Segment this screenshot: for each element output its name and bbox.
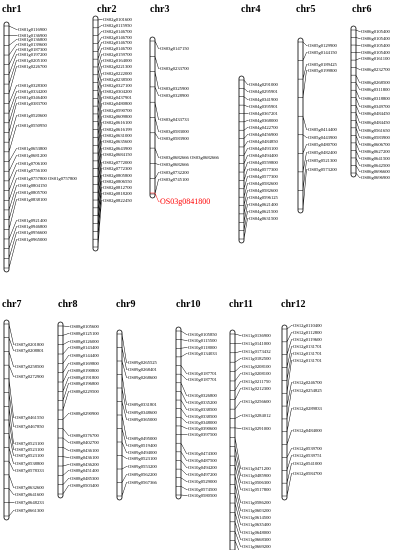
gene-label: OS01g0520600 (18, 113, 47, 118)
gene-label: OS08g0229500 (70, 389, 99, 394)
gene-label: OS02g0616100 (103, 120, 132, 125)
gene-label: OS07g0467850 (15, 424, 44, 429)
gene-label: OS12g0254825 (293, 388, 322, 393)
gene-label: OS06g0696900 (361, 175, 390, 180)
gene-label: OS04g0422700 (249, 125, 278, 130)
highlighted-gene-label: OS03g0841800 (160, 197, 211, 206)
chromosome-title: chr10 (176, 299, 201, 310)
gene-label: OS05g0573200 (308, 167, 337, 172)
gene-label: OS01g0756100 (18, 168, 47, 173)
gene-label: OS09g0268401 (128, 367, 157, 372)
gene-label: OS03g0732200 (160, 170, 189, 175)
gene-label: OS07g0461550 (15, 415, 44, 420)
gene-label: OS02g0480800 (103, 101, 132, 106)
gene-label: OS06g0642500 (361, 163, 390, 168)
gene-label: OS06g0561650 (361, 128, 390, 133)
gene-label: OS12g0246700 (293, 380, 322, 385)
gene-label: OS11g0141000 (242, 341, 271, 346)
gene-label: OS09g0365000 (128, 417, 157, 422)
gene-label: OS07g0661300 (15, 508, 44, 513)
chromosome-bar (230, 330, 235, 550)
gene-label: OS06g0232700 (361, 67, 390, 72)
gene-label: OS01g0965000 (18, 237, 47, 242)
gene-label: OS11g0517800 (242, 487, 271, 492)
gene-label: OS01g0197200 (18, 52, 47, 57)
gene-label: OS02g0146700 (103, 46, 132, 51)
gene-label: OS06g0318800 (361, 96, 390, 101)
gene-label: OS02g0146700 (103, 29, 132, 34)
gene-label: OS02g0221300 (103, 64, 132, 69)
gene-label: OS03g0682666 (160, 162, 189, 167)
gene-label: OS12g0110400 (293, 323, 322, 328)
chromosome-bar (176, 327, 181, 499)
gene-label: OS01g0921400 (18, 218, 47, 223)
gene-label: OS08g0376700 (70, 433, 99, 438)
gene-label: OS03g0325900 (160, 86, 189, 91)
gene-label: OS11g0284012 (242, 413, 271, 418)
gene-label: OS10g0335200 (188, 400, 217, 405)
gene-label: OS11g0471200 (242, 466, 271, 471)
gene-label: OS11g0603200 (242, 508, 271, 513)
gene-label: OS01g0804150 (18, 183, 47, 188)
gene-label: OS06g0105400 (361, 50, 390, 55)
gene-label: OS04g0631500 (249, 216, 278, 221)
gene-label: OS11g0136900 (242, 333, 271, 338)
chromosome-title: chr11 (229, 299, 253, 310)
gene-label: OS08g0451400 (70, 468, 99, 473)
gene-label: OS04g0456900 (249, 132, 278, 137)
gene-label: OS03g0233700 (160, 66, 189, 71)
gene-label: OS01g0681200 (18, 153, 47, 158)
gene-label: OS10g0574500 (188, 487, 217, 492)
gene-label: OS05g0480700 (308, 142, 337, 147)
gene-label: OS02g0812700 (103, 185, 132, 190)
gene-label: OS12g0131701 (293, 351, 322, 356)
gene-label: OS04g0596125 (249, 195, 278, 200)
gene-label: OS02g0164000 (103, 58, 132, 63)
gene-label: OS08g0143400 (70, 345, 99, 350)
gene-label: OS01g0205100 (18, 58, 47, 63)
chromosome-title: chr6 (352, 4, 372, 15)
gene-label: OS04g0494400 (249, 153, 278, 158)
gene-label: OS06g0268500 (361, 80, 390, 85)
gene-label: OS11g0669200 (242, 544, 271, 549)
chromosome-title: chr8 (58, 299, 78, 310)
gene-label: OS03g0433733 (160, 117, 189, 122)
gene-label: OS11g0208100 (242, 364, 271, 369)
gene-label: OS10g0338500 (188, 414, 217, 419)
gene-label: OS04g0395901 (249, 104, 278, 109)
chromosome-title: chr2 (97, 4, 117, 15)
gene-label: OS10g0474300 (188, 451, 217, 456)
gene-label: OS02g0101600 (103, 17, 132, 22)
gene-label: OS05g0189425 (308, 62, 337, 67)
gene-label: OS11g0182500 (242, 356, 271, 361)
chromosome-title: chr12 (281, 299, 306, 310)
gene-label: OS06g0484450 (361, 120, 390, 125)
gene-label: OS04g0295901 (249, 89, 278, 94)
gene-label: OS04g0621500 (249, 209, 278, 214)
gene-label: OS05g0129900 (308, 43, 337, 48)
gene-label: OS04g0582600 (249, 181, 278, 186)
gene-label: OS06g0641500 (361, 156, 390, 161)
chromosome-bar (298, 38, 303, 213)
gene-label: OS06g0484450 (361, 111, 390, 116)
gene-label: OS09g0331801 (128, 402, 157, 407)
gene-label: OS01g0805700 (18, 190, 47, 195)
gene-label: OS10g0105850 (188, 332, 217, 337)
gene-label: OS02g0822450 (103, 198, 132, 203)
gene-label: OS02g0146700 (103, 40, 132, 45)
gene-label: OS05g0443900 (308, 135, 337, 140)
gene-label: OS08g0402700 (70, 440, 99, 445)
gene-label: OS12g0541000 (293, 461, 322, 466)
gene-label: OS04g0621400 (249, 202, 278, 207)
gene-label: OS12g0112800 (293, 330, 322, 335)
gene-label: OS09g0265525 (128, 360, 157, 365)
gene-label: OS03g0583000 (160, 129, 189, 134)
gene-label: OS10g0115500 (188, 338, 217, 343)
gene-label: OS04g0291000 (249, 82, 278, 87)
gene-label: OS02g0437901 (103, 95, 132, 100)
gene-label: OS01g0328300 (18, 83, 47, 88)
chromosome-title: chr5 (296, 4, 316, 15)
gene-label: OS01g0136900 (18, 33, 47, 38)
gene-label: OS02g0609800 (103, 114, 132, 119)
gene-label: OS10g0494200 (188, 465, 217, 470)
gene-label: OS12g0119600 (293, 337, 322, 342)
gene-label: OS04g0493100 (249, 146, 278, 151)
gene-label: OS04g0582600 (249, 188, 278, 193)
gene-label: OS08g0436100 (70, 455, 99, 460)
gene-label: OS08g0290900 (70, 411, 99, 416)
gene-label: OS02g0635600 (103, 139, 132, 144)
gene-label: OS08g0436100 (70, 448, 99, 453)
gene-label: OS02g0222000 (103, 71, 132, 76)
gene-label: OS07g0523100 (15, 441, 44, 446)
gene-label: OS04g0368000 (249, 118, 278, 123)
gene-label: OS10g0326800 (188, 393, 217, 398)
chromosome-title: chr7 (2, 299, 22, 310)
gene-label: OS01g0139600 (18, 42, 47, 47)
gene-label: OS06g0105400 (361, 36, 390, 41)
gene-label: OS06g0583900 (361, 135, 390, 140)
gene-label: OS06g0627200 (361, 149, 390, 154)
gene-label: OS09g0523100 (128, 456, 157, 461)
gene-label: OS04g0367201 (249, 111, 278, 116)
gene-label: OS07g0201800 (15, 342, 44, 347)
gene-label: OS01g0757800 OS01g0757800 (18, 176, 77, 181)
gene-label: OS12g0584700 (293, 471, 322, 476)
gene-label: OS11g0668300 (242, 537, 271, 542)
gene-label: OS02g0327100 (103, 83, 132, 88)
chromosome-title: chr4 (241, 4, 261, 15)
gene-label: OS01g0653800 (18, 146, 47, 151)
gene-label: OS12g0131701 (293, 358, 322, 363)
gene-label: OS11g0212300 (242, 386, 271, 391)
gene-label: OS10g0187701 (188, 377, 217, 382)
gene-label: OS02g0772300 (103, 166, 132, 171)
gene-label: OS03g0147150 (160, 46, 189, 51)
chromosome-bar (351, 26, 356, 177)
gene-label: OS01g0187300 (18, 47, 47, 52)
gene-label: OS02g0590700 (103, 108, 132, 113)
gene-label: OS01g0334200 (18, 89, 47, 94)
gene-label: OS06g0161100 (361, 56, 390, 61)
gene-label: OS11g0211750 (242, 379, 271, 384)
gene-label: OS11g0635400 (242, 522, 271, 527)
gene-label: OS08g0436200 (70, 462, 99, 467)
gene-label: OS08g0169800 (70, 361, 99, 366)
gene-label: OS11g0614500 (242, 515, 271, 520)
gene-label: OS06g0311800 (361, 87, 390, 92)
gene-label: OS03g0682666 OS03g0682666 (160, 155, 219, 160)
gene-label: OS12g0289833 (293, 406, 322, 411)
gene-label: OS08g0144400 (70, 353, 99, 358)
gene-label: OS04g0577300 (249, 167, 278, 172)
gene-label: OS10g0497200 (188, 472, 217, 477)
gene-label: OS07g0578333 (15, 468, 44, 473)
gene-label: OS09g0567366 (128, 480, 157, 485)
gene-label: OS12g0131701 (293, 344, 322, 349)
gene-label: OS05g0199800 (308, 68, 337, 73)
gene-label: OS08g0190800 (70, 368, 99, 373)
gene-label: OS12g0484000 (293, 428, 322, 433)
gene-label: OS07g0538800 (15, 461, 44, 466)
gene-label: OS03g0745100 (160, 177, 189, 182)
gene-label: OS11g0291000 (242, 426, 271, 431)
gene-label: OS09g0553200 (128, 464, 157, 469)
gene-label: OS04g0341900 (249, 97, 278, 102)
gene-label: OS09g0519400 (128, 443, 157, 448)
gene-label: OS06g0606700 (361, 142, 390, 147)
gene-label: OS09g0495000 (128, 436, 157, 441)
gene-label: OS10g0580500 (188, 493, 217, 498)
gene-label: OS05g0144150 (308, 50, 337, 55)
gene-label: OS02g0146700 (103, 35, 132, 40)
gene-label: OS11g0506300 (242, 480, 271, 485)
gene-label: OS02g0159700 (103, 52, 132, 57)
gene-label: OS11g0256600 (242, 399, 271, 404)
gene-label: OS07g0648233 (15, 500, 44, 505)
gene-label: OS07g0208801 (15, 348, 44, 353)
gene-label: OS06g0349700 (361, 104, 390, 109)
gene-label: OS10g0187701 (188, 371, 217, 376)
gene-label: OS04g0484850 (249, 139, 278, 144)
gene-label: OS02g0304200 (103, 89, 132, 94)
gene-label: OS11g0173432 (242, 349, 271, 354)
gene-label: OS07g0523100 (15, 453, 44, 458)
gene-label: OS07g0523100 (15, 447, 44, 452)
gene-label: OS10g0134033 (188, 351, 217, 356)
gene-label: OS06g0105400 (361, 29, 390, 34)
gene-label: OS09g0562200 (128, 472, 157, 477)
gene-label: OS02g0616199 (103, 127, 132, 132)
gene-label: OS02g0684150 (103, 152, 132, 157)
chromosome-title: chr9 (116, 299, 136, 310)
gene-label: OS07g0641600 (15, 492, 44, 497)
chromosome-title: chr1 (2, 4, 22, 15)
gene-label: OS10g0487500 (188, 458, 217, 463)
gene-label: OS10g0348000 (188, 420, 217, 425)
gene-label: OS03g0583900 (160, 136, 189, 141)
gene-label: OS02g0115950 (103, 23, 132, 28)
gene-label: OS01g0346400 (18, 95, 47, 100)
gene-label: OS03g0328900 (160, 93, 189, 98)
gene-label: OS11g0208100 (242, 371, 271, 376)
gene-label: OS12g0539751 (293, 453, 322, 458)
gene-label: OS10g0397500 (188, 432, 217, 437)
gene-label: OS02g0806550 (103, 179, 132, 184)
gene-label: OS08g0191800 (70, 375, 99, 380)
gene-label: OS08g0105600 (70, 324, 99, 329)
gene-label: OS02g0238500 (103, 77, 132, 82)
gene-label: OS08g0485300 (70, 476, 99, 481)
chromosome-bar (4, 22, 9, 272)
gene-label: OS10g0338500 (188, 407, 217, 412)
gene-label: OS10g0390600 (188, 426, 217, 431)
gene-label: OS09g0494000 (128, 450, 157, 455)
gene-label: OS07g0632600 (15, 485, 44, 490)
gene-label: OS09g0348600 (128, 410, 157, 415)
gene-label: OS01g0956600 (18, 230, 47, 235)
gene-label: OS11g0586200 (242, 500, 271, 505)
gene-label: OS06g0105400 (361, 43, 390, 48)
gene-label: OS10g0118000 (188, 345, 217, 350)
gene-label: OS07g0272900 (15, 374, 44, 379)
gene-label: OS05g0521300 (308, 158, 337, 163)
gene-label: OS04g0559800 (249, 160, 278, 165)
gene-label: OS02g0772000 (103, 160, 132, 165)
gene-label: OS01g0838100 (18, 197, 47, 202)
gene-label: OS02g0818200 (103, 191, 132, 196)
chromosome-bar (239, 76, 244, 243)
gene-label: OS11g0485900 (242, 473, 271, 478)
gene-label: OS07g0258500 (15, 364, 44, 369)
gene-label: OS01g0116900 (18, 27, 47, 32)
gene-label: OS04g0577300 (249, 174, 278, 179)
gene-label: OS02g0805800 (103, 173, 132, 178)
gene-label: OS02g0631000 (103, 133, 132, 138)
gene-label: OS01g0946800 (18, 224, 47, 229)
gene-label: OS08g0126000 (70, 339, 99, 344)
gene-label: OS01g0226700 (18, 64, 47, 69)
gene-label: OS08g0196800 (70, 381, 99, 386)
gene-label: OS06g0696600 (361, 169, 390, 174)
gene-label: OS09g0268600 (128, 375, 157, 380)
gene-label: OS01g0383700 (18, 101, 47, 106)
gene-label: OS01g0136800 (18, 37, 47, 42)
gene-label: OS10g0529000 (188, 479, 217, 484)
chromosome-title: chr3 (150, 4, 170, 15)
gene-label: OS02g0643900 (103, 146, 132, 151)
gene-label: OS08g0503400 (70, 483, 99, 488)
gene-label: OS12g0539700 (293, 446, 322, 451)
chromosome-bar (282, 325, 287, 500)
gene-label: OS05g0482400 (308, 150, 337, 155)
gene-label: OS01g0706100 (18, 161, 47, 166)
gene-label: OS01g0550950 (18, 123, 47, 128)
gene-label: OS11g0648000 (242, 530, 271, 535)
gene-label: OS08g0125100 (70, 331, 99, 336)
gene-label: OS05g0414400 (308, 127, 337, 132)
